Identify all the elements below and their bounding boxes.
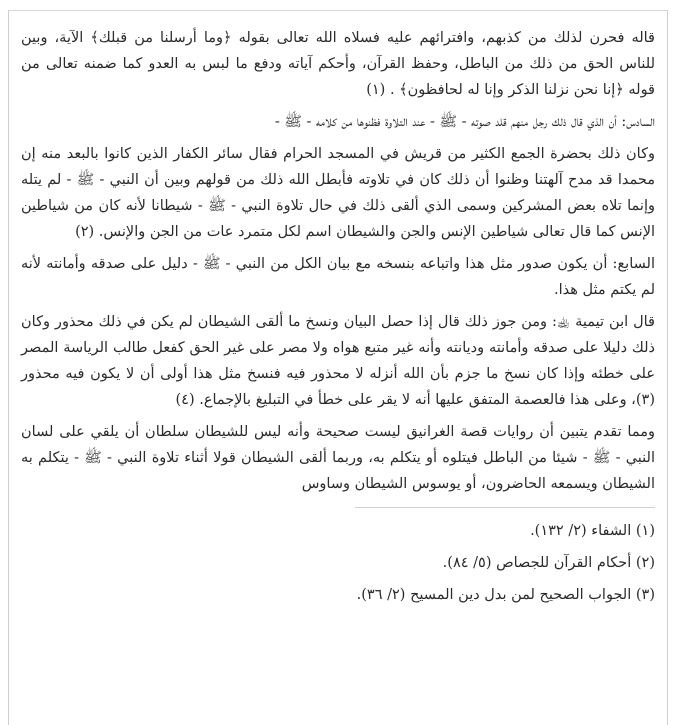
document-body bbox=[21, 25, 655, 725]
footnote: (٣) الجواب الصحيح لمن بدل دين المسيح (٢/ ٣٦). bbox=[356, 587, 655, 603]
page-frame bbox=[8, 10, 668, 725]
paragraph: السابع: أن يكون صدور مثل هذا واتباعه بنسخه مع بيان الكل من النبي - ﷺ - دليل على صدقه وأمانته لأنه لم يكتم مثل هذا. bbox=[21, 256, 655, 298]
footnote-separator bbox=[355, 507, 655, 508]
footnote: (٢) أحكام القرآن للجصاص (٥/ ٨٤). bbox=[442, 555, 655, 571]
paragraph: وكان ذلك بحضرة الجمع الكثير من قريش في المسجد الحرام فقال سائر الكفار الذين كانوا بالبعد منه إن محمدا قد مدح آلهتنا وظنوا أن ذلك كان في تلاوته فأبطل الله ذلك من قولهم وبين أن النبي - ﷺ - لم يتله وإنما تلاه بعض المشركين وسمى الذي ألقى ذلك في حال تلاوة النبي - ﷺ - شيطانا لأنه كان من شياطين الإنس كما قال تعالى شياطين الإنس والجن والشيطان اسم لكل متمرد عات من الجن والإنس. (٢) bbox=[21, 146, 655, 240]
paragraph: قاله فحرن لذلك من كذبهم، وافترائهم عليه فسلاه الله تعالى بقوله ﴿وما أرسلنا من قبلك﴾ الآية، وبين للناس الحق من ذلك من الباطل، وحفظ القرآن، وأحكم آياته ودفع ما لبس به العدو كما ضمنه تعالى من قوله ﴿إنا نحن نزلنا الذكر وإنا له لحافظون﴾ . (١) bbox=[21, 30, 655, 98]
paragraph: قال ابن تيمية ﵀: ومن جوز ذلك قال إذا حصل البيان ونسخ ما ألقى الشيطان لم يكن في ذلك محذور وكان ذلك دليلا على صدقه وأمانته وديانته وأنه غير متبع هواه ولا مصر على غير الحق كفعل طالب الرياسة المصر على خطئه وإذا كان نسخ ما جزم بأن الله أنزله لا محذور فيه فنسخ مثل هذا أولى أن لا يكون فيه محذور (٣)، وعلى هذا فالعصمة المتفق عليها أنه لا يقر على خطأ في التبليغ بالإجماع. (٤) bbox=[21, 314, 655, 408]
footnote: (١) الشفاء (٢/ ١٣٢). bbox=[530, 523, 655, 539]
paragraph: ومما تقدم يتبين أن روايات قصة الغرانيق ليست صحيحة وأنه ليس للشيطان سلطان أن يلقي على لسان النبي - ﷺ - شيئا من الباطل فيتلوه أو يتكلم به، وربما ألقى الشيطان قولا أثناء تلاوة النبي - ﷺ - يتكلم به الشيطان ويسمعه الحاضرون، أو يوسوس الشيطان وساوس bbox=[21, 424, 655, 492]
paragraph: السادس: أن الذي قال ذلك رجل منهم قلد صوته - ﷺ - عند التلاوة فظنوها من كلامه - ﷺ - bbox=[274, 114, 655, 130]
